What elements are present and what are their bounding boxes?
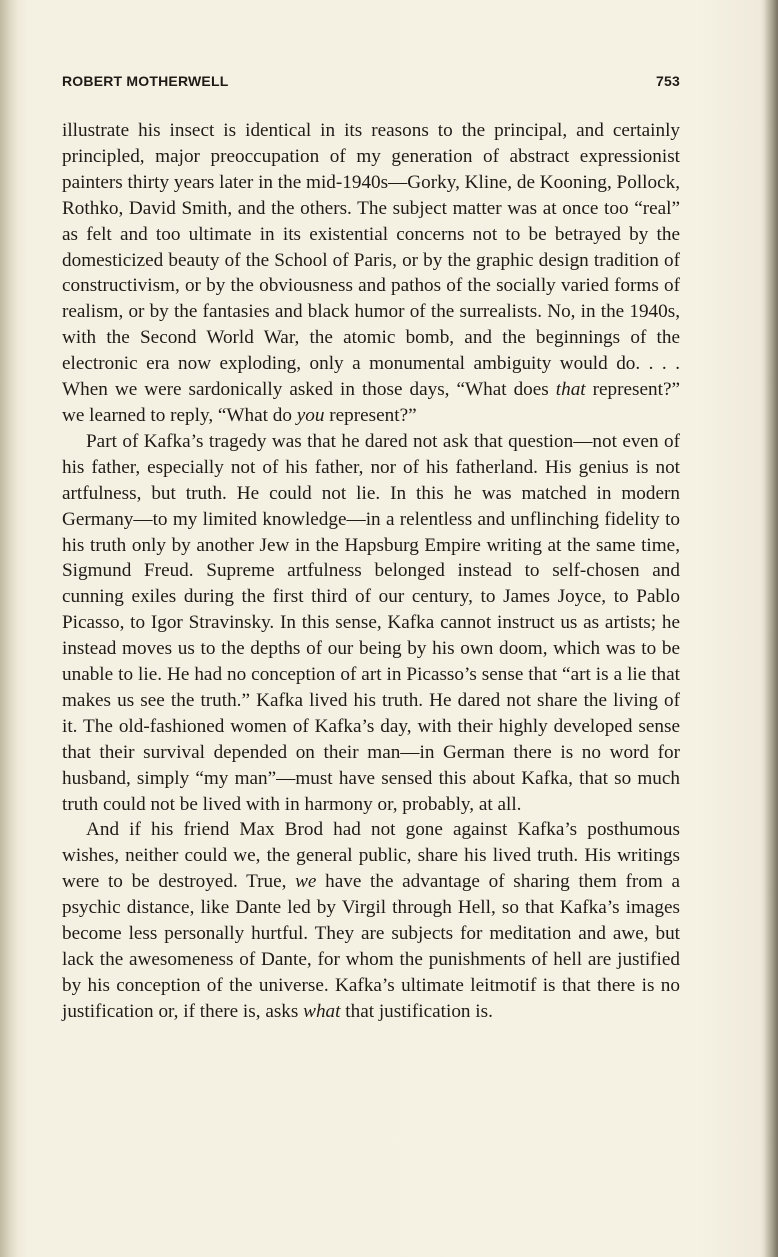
paragraph-2: [62, 429, 680, 818]
paragraph-3-text-b: have the advantage of sharing them from a psychic distance, like Dante led by Virgil through Hell, so that Kafka’s images become less personally hurtful. They are subjects for meditation and awe, but lack the awesomeness of Dante, for whom the punishments of hell are justified by his conception of the universe. Kafka’s ultimate leitmotif is that there is no justification or, if there is, asks: [62, 871, 680, 1022]
body-text: [62, 118, 680, 1025]
paragraph-1-text-c: represent?”: [324, 404, 417, 426]
running-head-author: ROBERT MOTHERWELL: [62, 73, 229, 89]
gutter-shadow: [0, 0, 18, 1257]
emphasis-you: you: [296, 404, 325, 426]
emphasis-we: we: [295, 871, 317, 893]
paragraph-3-text-c: that justification is.: [340, 1000, 493, 1022]
page-number: 753: [656, 73, 680, 89]
paragraph-1-text-a: illustrate his insect is identical in its reasons to the principal, and certainly principled, major preoccupation of my generation of abstract expressionist painters thirty years later in the mid-1940s—Gorky, Kline, de Kooning, Pollock, Rothko, David Smith, and the others. The subject matter was at once too “real” as felt and too ultimate in its existential concerns not to be betrayed by the domesticized beauty of the School of Paris, or by the graphic design tradition of constructivism, or by the obviousness and pathos of the socially varied forms of realism, or by the fantasies and black humor of the surrealists. No, in the 1940s, with the Second World War, the atomic bomb, and the beginnings of the electronic era now exploding, only a monumental ambiguity would do. . . . When we were sardonically asked in those days, “What does: [62, 120, 680, 401]
emphasis-what: what: [303, 1000, 341, 1022]
emphasis-that: that: [555, 379, 586, 401]
paragraph-1: [62, 118, 680, 429]
paragraph-2-text: Part of Kafka’s tragedy was that he dared not ask that question—not even of his father, especially not of his father, nor of his fatherland. His genius is not artfulness, but truth. He could not lie. In this he was matched in modern Germany—to my limited knowledge—in a relentless and unflinching fidelity to his truth only by another Jew in the Hapsburg Empire writing at the same time, Sigmund Freud. Supreme artfulness belonged instead to self-chosen and cunning exiles during the first third of our century, to James Joyce, to Pablo Picasso, to Igor Stravinsky. In this sense, Kafka cannot instruct us as artists; he instead moves us to the depths of our being by his own doom, which was to be unable to lie. He had no conception of art in Picasso’s sense that “art is a lie that makes us see the truth.” Kafka lived his truth. He dared not share the living of it. The old-fashioned women of Kafka’s day, with their highly developed sense that their survival depended on their man—in German there is no word for husband, simply “my man”—must have sensed this about Kafka, that so much truth could not be lived with in harmony or, probably, at all.: [62, 430, 680, 815]
paragraph-3: [62, 817, 680, 1024]
paragraph-3-text-a: And if his friend Max Brod had not gone against Kafka’s posthumous wishes, neither could we, the general public, share his lived truth. His writings were to be destroyed. True,: [62, 819, 680, 893]
page-edge-shadow: [764, 0, 778, 1257]
paragraph-1-text-b: represent?” we learned to reply, “What do: [62, 379, 680, 426]
running-head: [62, 73, 680, 89]
